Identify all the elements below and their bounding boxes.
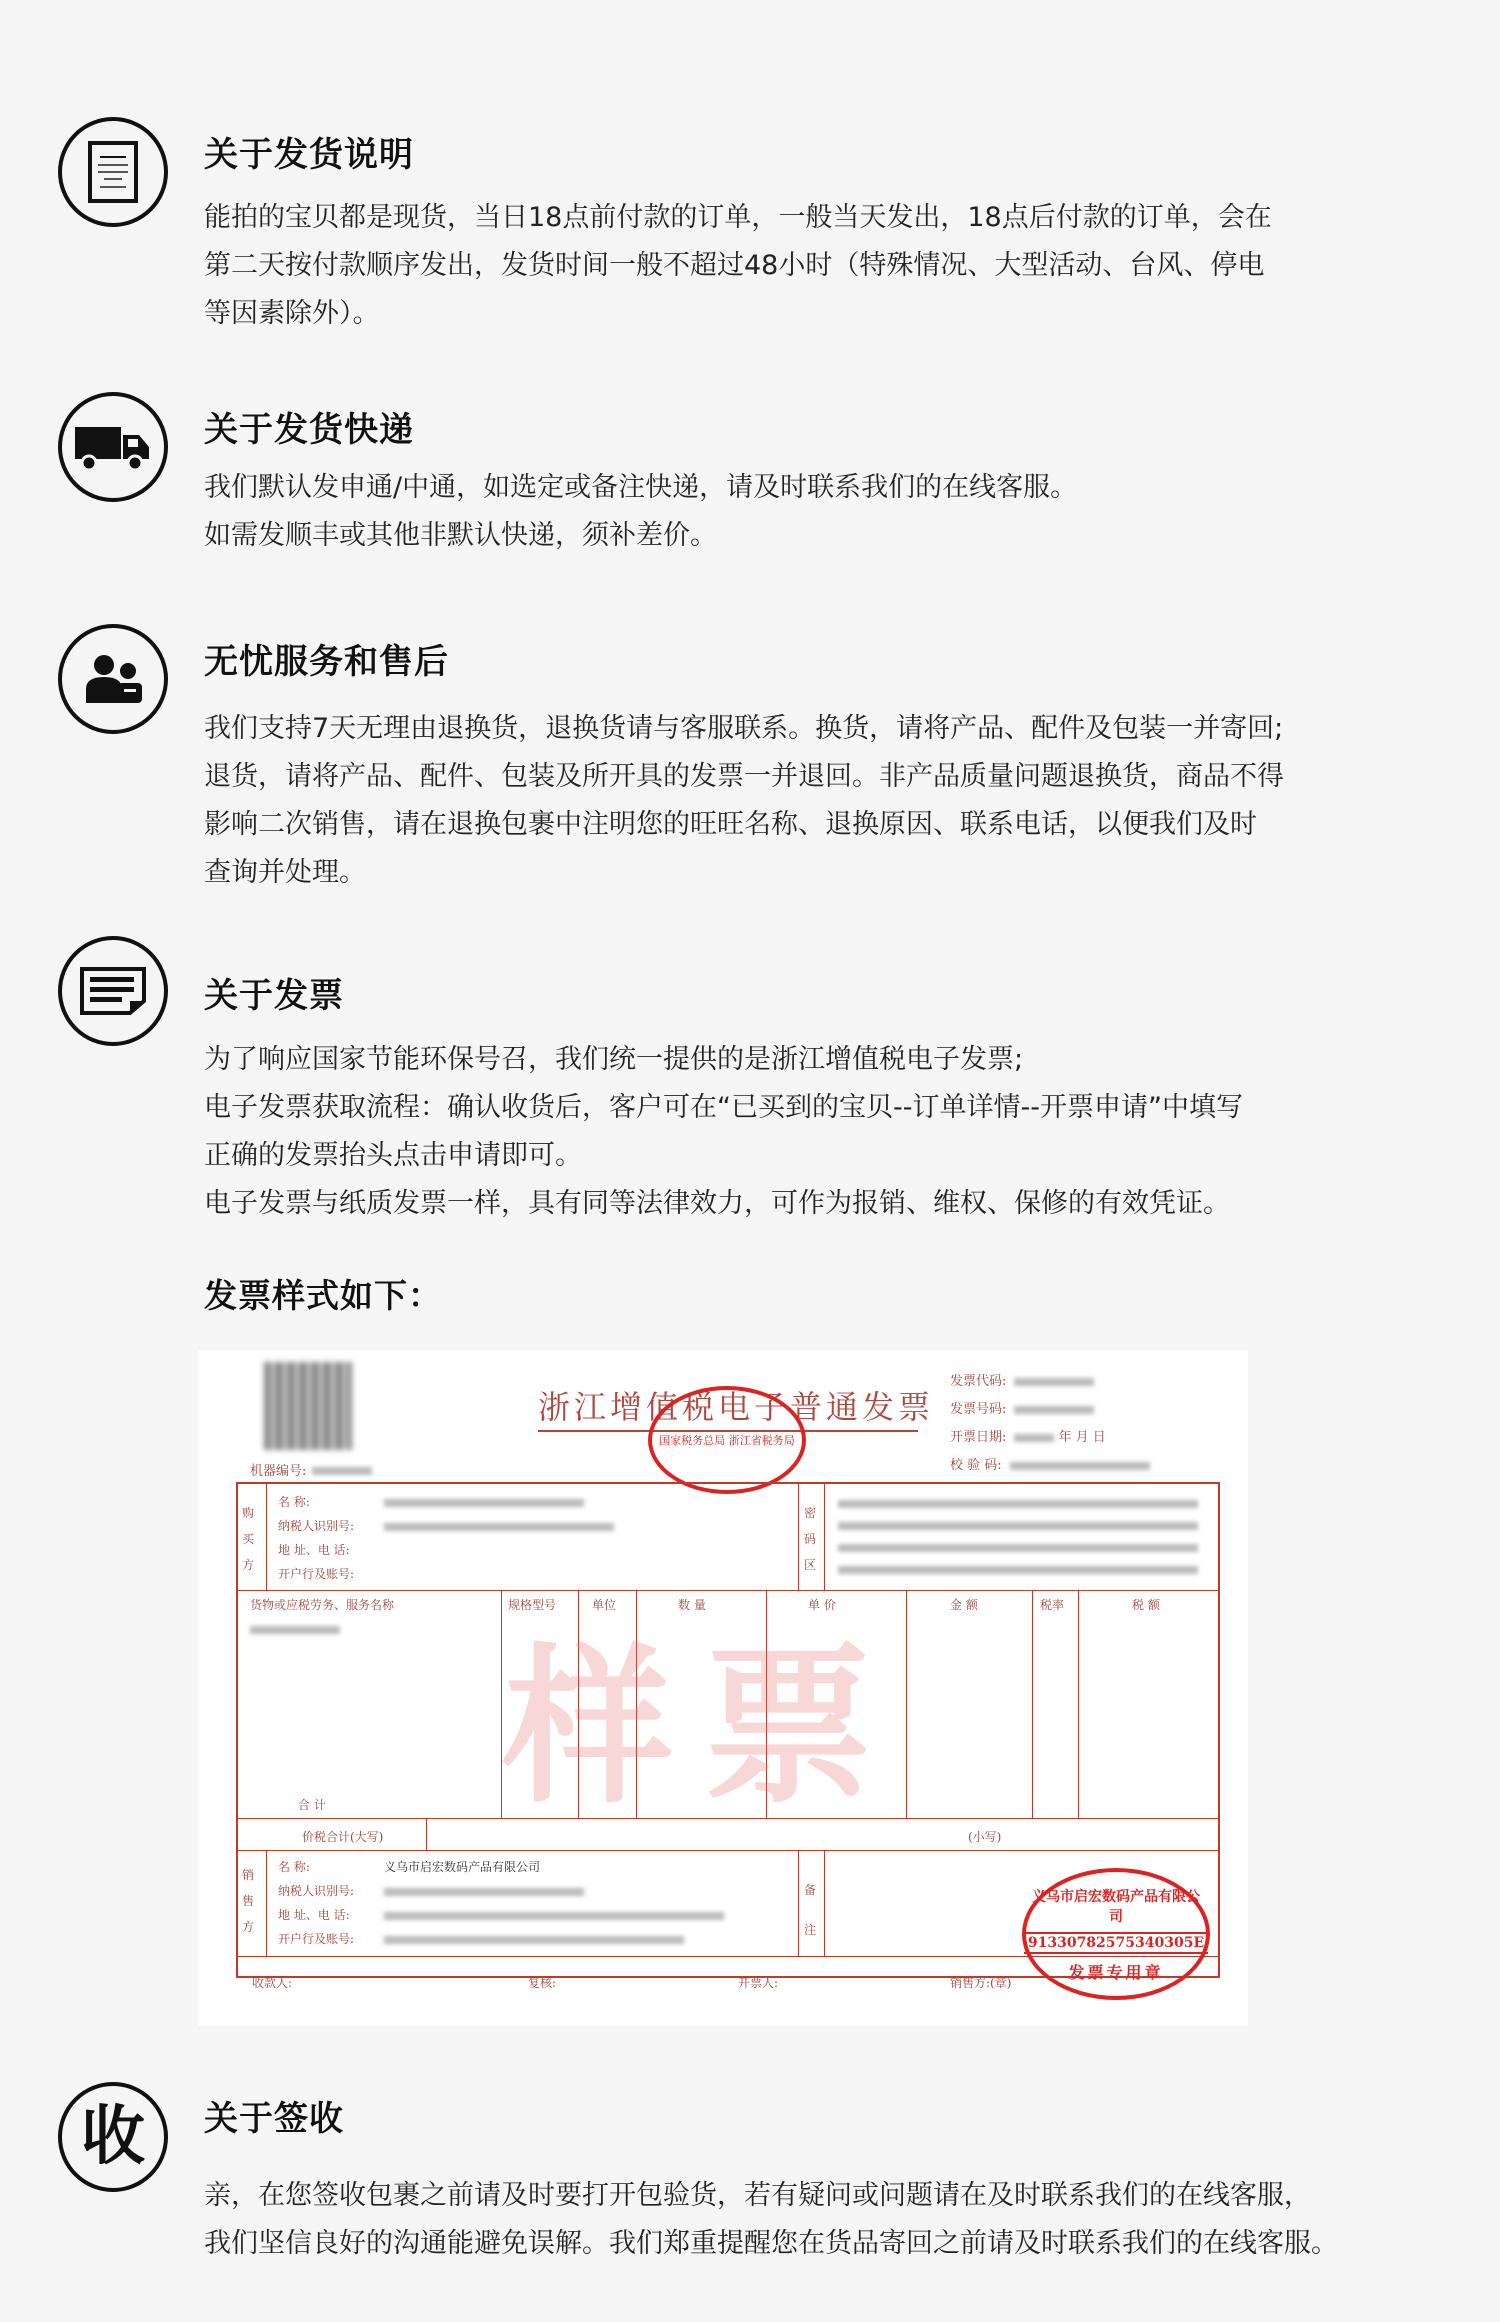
invoice-number: 发票号码:	[950, 1398, 1094, 1417]
col-amount: 金 额	[950, 1598, 978, 1612]
tax-bureau-stamp: 国家税务总局 浙江省税务局	[648, 1386, 806, 1494]
col-tax: 税 额	[1132, 1598, 1160, 1612]
aftersale-title: 无忧服务和售后	[204, 642, 449, 682]
aftersale-text: 我们支持7天无理由退换货，退换货请与客服联系。换货，请将产品、配件及包装一并寄回; 退货，请将产品、配件、包装及所开具的发票一并退回。非产品质量问题退换货，商品不得 影响二次销售，请在退换包裹中注明您的旺旺名称、退换原因、联系电话，以便我们及时 查询并处理。	[204, 713, 1284, 888]
buyer-label: 购买方	[242, 1506, 255, 1572]
total-small-label: (小写)	[968, 1830, 1002, 1844]
col-unit: 单位	[592, 1598, 617, 1612]
buyer-taxid-label: 纳税人识别号:	[278, 1519, 355, 1533]
customer-service-icon	[58, 624, 168, 734]
total-label: 合 计	[298, 1798, 326, 1812]
seller-address-label: 地 址、电 话:	[278, 1908, 350, 1922]
invoice-icon	[58, 936, 168, 1046]
invoice-title: 关于发票	[204, 976, 344, 1016]
invoice-date: 开票日期: 年 月 日	[950, 1430, 1106, 1445]
check-code: 校 验 码:	[950, 1454, 1150, 1473]
receipt-text: 亲，在您签收包裹之前请及时要打开包验货，若有疑问或问题请在及时联系我们的在线客服， 我们坚信良好的沟通能避免误解。我们郑重提醒您在货品寄回之前请及时联系我们的在线客服。	[204, 2180, 1338, 2259]
seller-name: 义乌市启宏数码产品有限公司	[384, 1860, 541, 1874]
invoice-sample-title: 浙江增值税电子普通发票	[538, 1388, 935, 1426]
col-spec: 规格型号	[508, 1598, 557, 1612]
cipher-label: 密码区	[804, 1506, 817, 1572]
qr-code	[264, 1362, 352, 1450]
machine-number: 机器编号:	[250, 1460, 372, 1479]
reviewer-label: 复核:	[528, 1976, 557, 1990]
invoice-code: 发票代码:	[950, 1370, 1094, 1389]
seller-seal-label: 销售方:(章)	[950, 1976, 1012, 1990]
express-title: 关于发货快递	[204, 410, 414, 450]
receive-icon: 收	[58, 2082, 168, 2192]
invoice-sample	[198, 1350, 1248, 2026]
remark-label: 备注	[804, 1883, 817, 1937]
buyer-address-label: 地 址、电 话:	[278, 1543, 350, 1557]
shipping-title: 关于发货说明	[204, 135, 414, 175]
truck-icon	[58, 392, 168, 502]
express-text: 我们默认发申通/中通，如选定或备注快递，请及时联系我们的在线客服。 如需发顺丰或其他非默认快递，须补差价。	[204, 472, 1078, 551]
col-item-name: 货物或应税劳务、服务名称	[250, 1598, 395, 1612]
seller-name-label: 名 称:	[278, 1860, 310, 1874]
col-price: 单 价	[808, 1598, 836, 1612]
sample-watermark: 样票	[503, 1629, 904, 1827]
shipping-text: 能拍的宝贝都是现货，当日18点前付款的订单，一般当天发出，18点后付款的订单，会在 第二天按付款顺序发出，发货时间一般不超过48小时（特殊情况、大型活动、台风、停电 等因素除外）。	[204, 202, 1272, 329]
invoice-seal-stamp: 义乌市启宏数码产品有限公司 91330782575340305E 发票专用章	[1022, 1868, 1210, 2000]
col-qty: 数 量	[678, 1598, 706, 1612]
issuer-label: 开票人:	[738, 1976, 779, 1990]
seller-bank-label: 开户行及账号:	[278, 1932, 355, 1946]
document-icon	[58, 117, 168, 227]
buyer-name-label: 名 称:	[278, 1495, 310, 1509]
total-words-label: 价税合计(大写)	[302, 1830, 384, 1844]
buyer-bank-label: 开户行及账号:	[278, 1567, 355, 1581]
invoice-text: 为了响应国家节能环保号召，我们统一提供的是浙江增值税电子发票; 电子发票获取流程：确认收货后，客户可在“已买到的宝贝--订单详情--开票申请”中填写 正确的发票抬头点击申请即可。 电子发票与纸质发票一样，具有同等法律效力，可作为报销、维权、保修的有效凭证。	[204, 1044, 1243, 1219]
seller-label: 销售方	[242, 1868, 255, 1934]
receipt-title: 关于签收	[204, 2099, 344, 2139]
seller-taxid-label: 纳税人识别号:	[278, 1884, 355, 1898]
invoice-sample-heading: 发票样式如下：	[204, 1276, 442, 1315]
payee-label: 收款人:	[252, 1976, 293, 1990]
col-tax-rate: 税率	[1040, 1598, 1065, 1612]
